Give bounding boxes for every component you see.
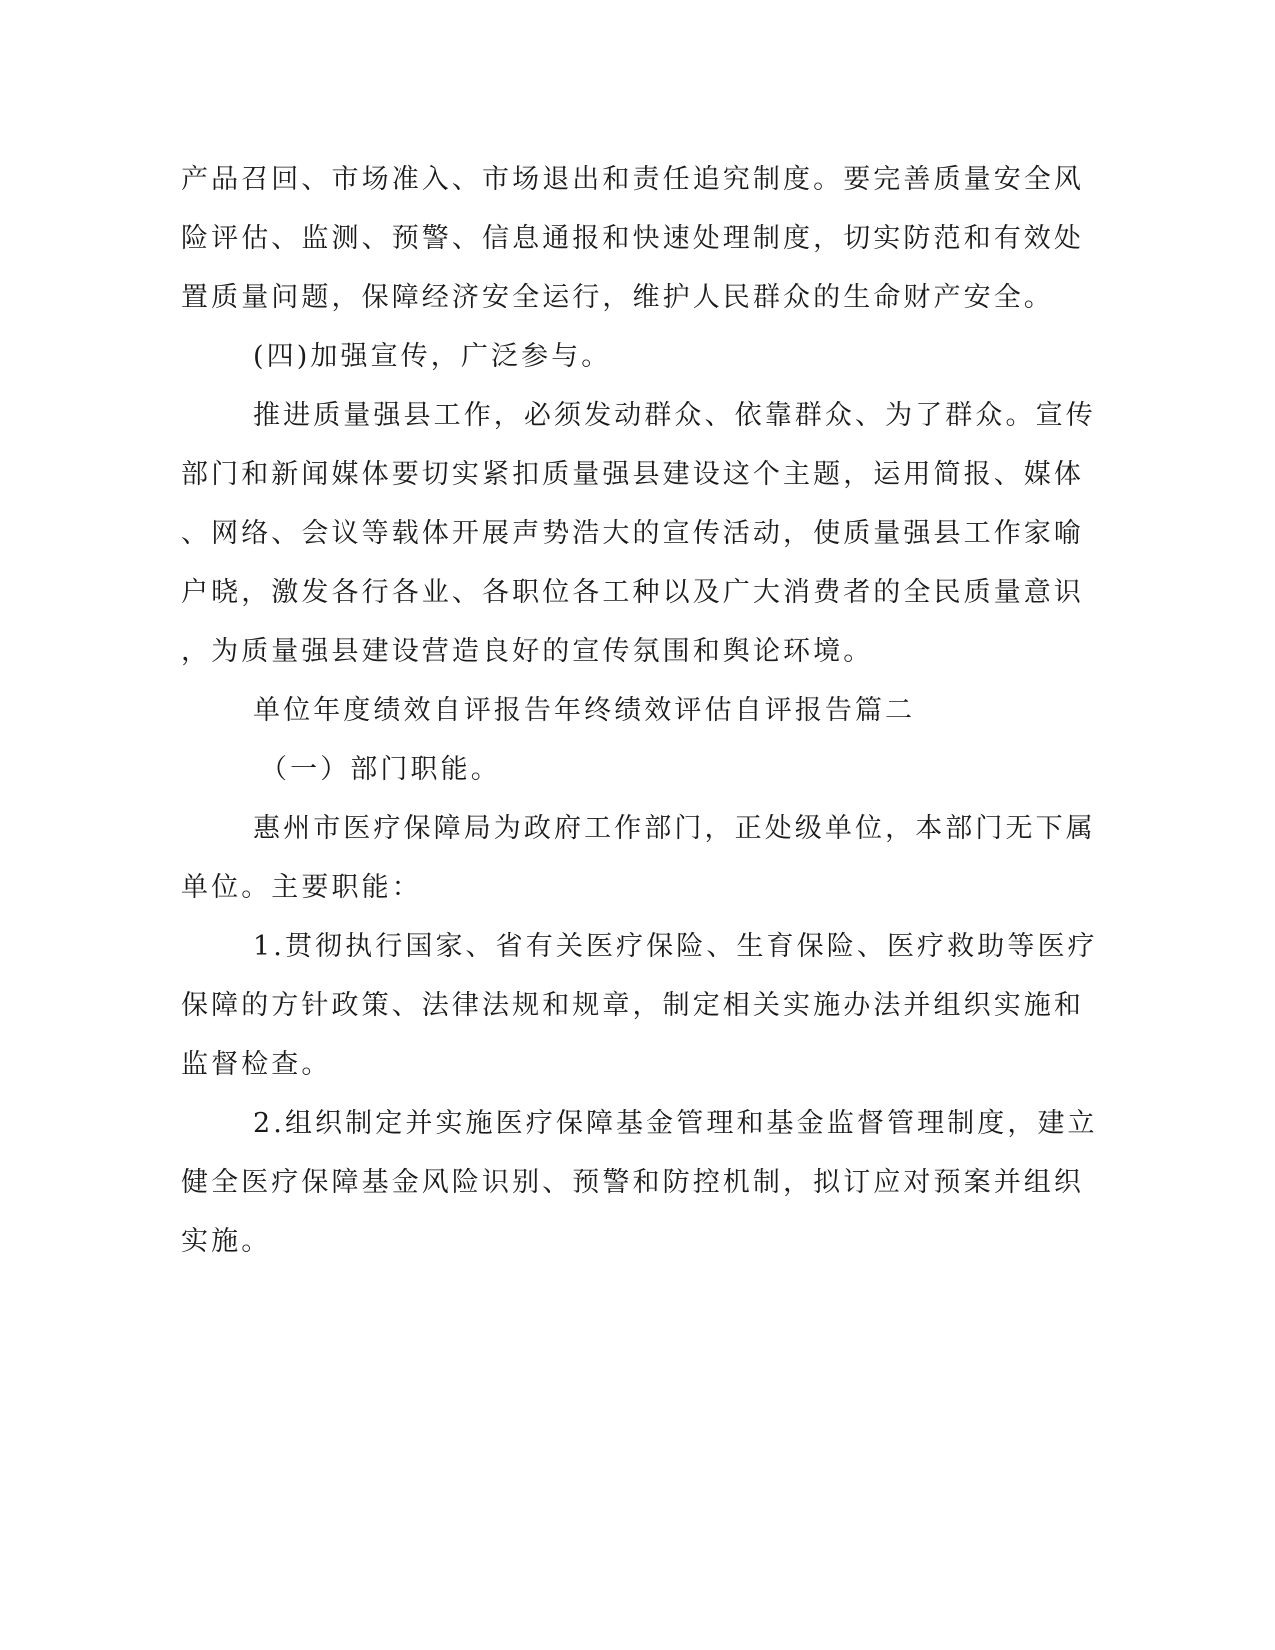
list-item-line: 1.贯彻执行国家、省有关医疗保险、生育保险、医疗救助等医疗 bbox=[253, 931, 1098, 962]
body-text-line: 部门和新闻媒体要切实紧扣质量强县建设这个主题，运用简报、媒体 bbox=[181, 459, 1084, 490]
body-text-line: 户晓，激发各行各业、各职位各工种以及广大消费者的全民质量意识 bbox=[181, 577, 1084, 608]
body-text-line: 单位。主要职能： bbox=[181, 872, 422, 903]
list-item-line: 保障的方针政策、法律法规和规章，制定相关实施办法并组织实施和 bbox=[181, 990, 1084, 1021]
body-text-line: 惠州市医疗保障局为政府工作部门，正处级单位，本部门无下属 bbox=[253, 813, 1096, 844]
body-text-line: 产品召回、市场准入、市场退出和责任追究制度。要完善质量安全风 bbox=[181, 164, 1084, 195]
report-title: 单位年度绩效自评报告年终绩效评估自评报告篇二 bbox=[253, 695, 916, 726]
section-heading: （一）部门职能。 bbox=[260, 754, 501, 785]
list-item-line: 健全医疗保障基金风险识别、预警和防控机制，拟订应对预案并组织 bbox=[181, 1167, 1084, 1198]
body-text-line: 险评估、监测、预警、信息通报和快速处理制度，切实防范和有效处 bbox=[181, 223, 1084, 254]
list-item-line: 实施。 bbox=[181, 1226, 272, 1257]
body-text-line: ，为质量强县建设营造良好的宣传氛围和舆论环境。 bbox=[181, 636, 874, 667]
list-item-line: 2.组织制定并实施医疗保障基金管理和基金监督管理制度，建立 bbox=[253, 1108, 1098, 1139]
body-text-line: 置质量问题，保障经济安全运行，维护人民群众的生命财产安全。 bbox=[181, 282, 1054, 313]
body-text-line: 推进质量强县工作，必须发动群众、依靠群众、为了群众。宣传 bbox=[253, 400, 1096, 431]
section-heading: (四)加强宣传，广泛参与。 bbox=[253, 341, 612, 372]
body-text-line: 、网络、会议等载体开展声势浩大的宣传活动，使质量强县工作家喻 bbox=[181, 518, 1084, 549]
list-item-line: 监督检查。 bbox=[181, 1049, 332, 1080]
